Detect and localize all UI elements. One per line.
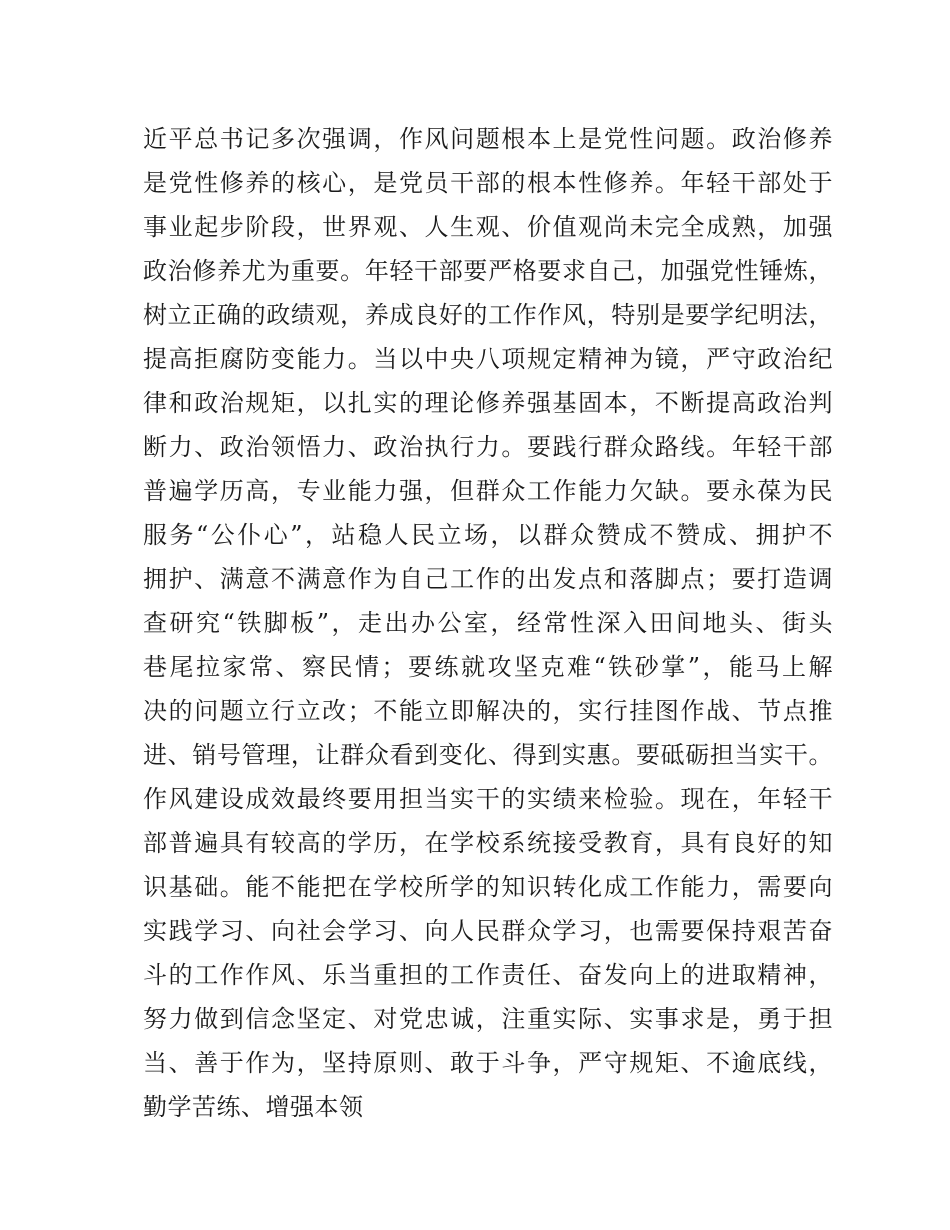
text-line-3: 事业起步阶段，世界观、人生观、价值观尚未完全成熟，加强 [143,213,833,241]
text-line-10: 服务“公仆心”，站稳人民立场，以群众赞成不赞成、拥护不 [143,521,833,549]
text-line-18: 识基础。能不能把在学校所学的知识转化成工作能力，需要向 [143,873,833,901]
text-line-11: 拥护、满意不满意作为自己工作的出发点和落脚点；要打造调 [143,565,833,593]
text-line-6: 提高拒腐防变能力。当以中央八项规定精神为镜，严守政治纪 [143,345,833,373]
body-text [143,117,833,1129]
text-line-4: 政治修养尤为重要。年轻干部要严格要求自己，加强党性锤炼， [143,257,833,285]
text-line-5: 树立正确的政绩观，养成良好的工作作风，特别是要学纪明法， [143,301,833,329]
text-line-1: 近平总书记多次强调，作风问题根本上是党性问题。政治修养 [143,125,833,153]
text-line-8: 断力、政治领悟力、政治执行力。要践行群众路线。年轻干部 [143,433,833,461]
text-line-17: 部普遍具有较高的学历，在学校系统接受教育，具有良好的知 [143,829,833,857]
text-line-22: 当、善于作为，坚持原则、敢于斗争，严守规矩、不逾底线， [143,1049,833,1077]
text-line-7: 律和政治规矩，以扎实的理论修养强基固本，不断提高政治判 [143,389,833,417]
text-line-9: 普遍学历高，专业能力强，但群众工作能力欠缺。要永葆为民 [143,477,833,505]
text-line-15: 进、销号管理，让群众看到变化、得到实惠。要砥砺担当实干。 [143,741,833,769]
text-line-2: 是党性修养的核心，是党员干部的根本性修养。年轻干部处于 [143,169,833,197]
text-line-12: 查研究“铁脚板”，走出办公室，经常性深入田间地头、街头 [143,609,833,637]
text-line-14: 决的问题立行立改；不能立即解决的，实行挂图作战、节点推 [143,697,833,725]
text-line-16: 作风建设成效最终要用担当实干的实绩来检验。现在，年轻干 [143,785,833,813]
text-line-21: 努力做到信念坚定、对党忠诚，注重实际、实事求是，勇于担 [143,1005,833,1033]
text-line-19: 实践学习、向社会学习、向人民群众学习，也需要保持艰苦奋 [143,917,833,945]
text-line-13: 巷尾拉家常、察民情；要练就攻坚克难“铁砂掌”，能马上解 [143,653,833,681]
text-line-23: 勤学苦练、增强本领 [143,1093,364,1121]
text-line-20: 斗的工作作风、乐当重担的工作责任、奋发向上的进取精神， [143,961,833,989]
